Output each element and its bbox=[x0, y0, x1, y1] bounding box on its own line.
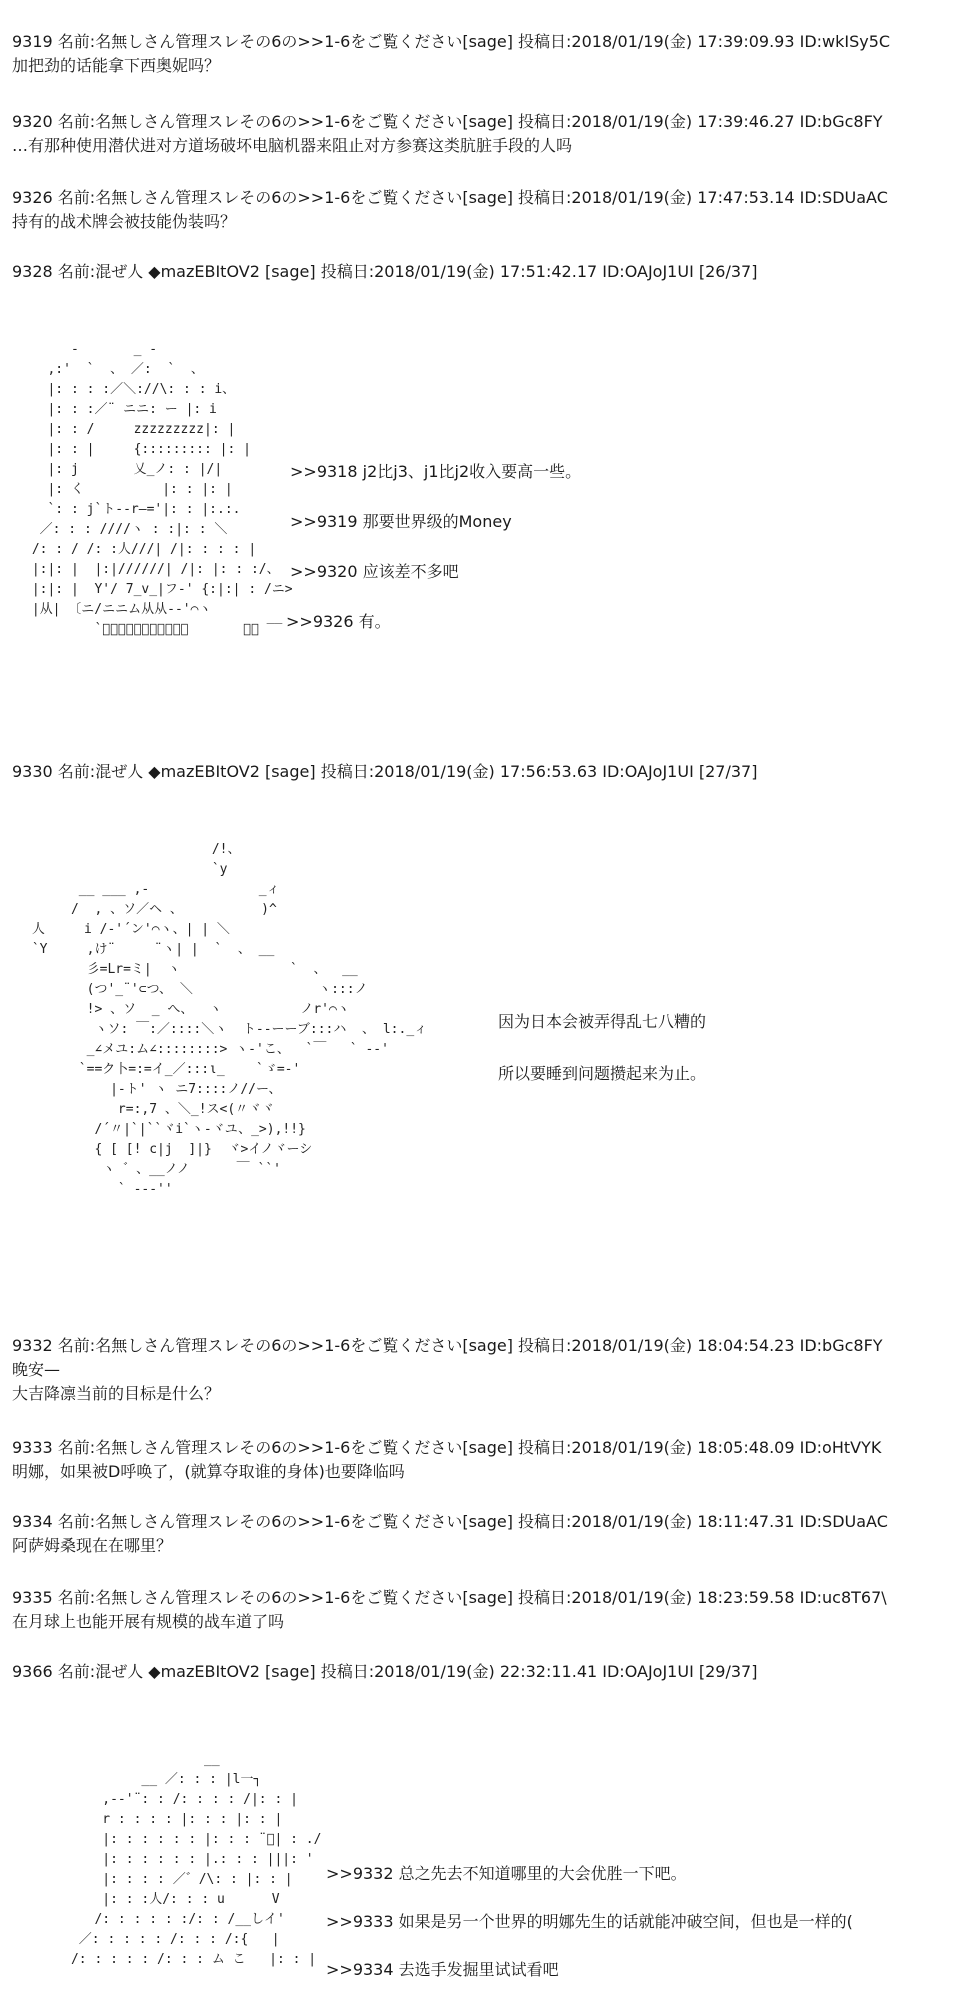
post-header: 9332 名前:名無しさん管理スレその6の>>1-6をご覧ください[sage] 投稿日:2018/01/19(金) 18:04:54.23 ID:bGc8FY bbox=[12, 1336, 883, 1355]
ascii-art-character bbox=[24, 340, 293, 640]
ascii-art-line: - _ - bbox=[24, 342, 158, 357]
ascii-art-line: |: j 乂_ノ: : |/| bbox=[24, 462, 223, 477]
ascii-art-line: |从| 〔ニ/ニニム从从--'⌒ヽ bbox=[24, 602, 212, 617]
reply-line: >>9326 有。 bbox=[286, 612, 391, 631]
ascii-art-line: __ bbox=[24, 1752, 220, 1767]
post-body: 在月球上也能开展有规模的战车道了吗 bbox=[12, 1612, 285, 1631]
ascii-art-line: |: : : : : : |.: : : |||: ' bbox=[24, 1852, 314, 1867]
reply-line: >>9334 去选手发掘里试试看吧 bbox=[326, 1960, 559, 1979]
post-header: 9333 名前:名無しさん管理スレその6の>>1-6をご覧ください[sage] 投稿日:2018/01/19(金) 18:05:48.09 ID:oHtVYK bbox=[12, 1438, 882, 1457]
ascii-art-line: |: : | {::::::::: |: | bbox=[24, 442, 251, 457]
post-body: 大吉降凛当前的目标是什么？ bbox=[12, 1384, 221, 1403]
post-body: 明娜，如果被D呼唤了，(就算夺取谁的身体)也要降临吗 bbox=[12, 1462, 405, 1481]
ascii-art-line: |: : : :／＼://\: : : i、 bbox=[24, 382, 236, 397]
ascii-art-line: `: : j`ト--r―='|: : |:.:. bbox=[24, 502, 241, 517]
ascii-art-line: (つ'_¨'⊂つ、 ＼ ヽ:::ノ bbox=[24, 982, 368, 997]
ascii-art-line: /´〃|`|``ヾi`ヽ-ヾユ、_>),!!} bbox=[24, 1122, 306, 1137]
post-header: 9326 名前:名無しさん管理スレその6の>>1-6をご覧ください[sage] 投稿日:2018/01/19(金) 17:47:53.14 ID:SDUaAC bbox=[12, 188, 888, 207]
ascii-art-line: ,-‐'¨: : /: : : : /|: : | bbox=[24, 1792, 298, 1807]
reply-line: >>9318 j2比j3、j1比j2收入要高一些。 bbox=[290, 462, 582, 481]
post-header: 9328 名前:混ぜ人 ◆mazEBItOV2 [sage] 投稿日:2018/01/19(金) 17:51:42.17 ID:OAJoJ1UI [26/37] bbox=[12, 262, 758, 281]
post-body: 阿萨姆桑现在在哪里？ bbox=[12, 1536, 173, 1555]
ascii-art-character bbox=[24, 1750, 321, 1970]
reply-line: 因为日本会被弄得乱七八糟的 bbox=[498, 1012, 707, 1031]
ascii-art-line: |: : : : ／゛/\: : |: : | bbox=[24, 1872, 293, 1887]
ascii-art-line: !> 、ソ _ へ、 ヽ ノr'⌒ヽ bbox=[24, 1002, 350, 1017]
ascii-art-line: /: : / /: :人///| /|: : : : | bbox=[24, 542, 257, 557]
ascii-art-line: 人 i /‐'´ン'⌒ヽ、| | ＼ bbox=[24, 922, 230, 937]
ascii-art-line: |: : : : : : |: : : ¨ﾞ| : ./ bbox=[24, 1832, 322, 1847]
ascii-art-line: _∠メユ:ム∠::::::::> ヽ-'こ、 `￣ ` --' bbox=[24, 1042, 389, 1057]
post-header: 9334 名前:名無しさん管理スレその6の>>1-6をご覧ください[sage] 投稿日:2018/01/19(金) 18:11:47.31 ID:SDUaAC bbox=[12, 1512, 888, 1531]
ascii-art-line: /!、 bbox=[24, 842, 241, 857]
reply-line: >>9320 应该差不多吧 bbox=[290, 562, 459, 581]
reply-line: >>9319 那要世界级的Money bbox=[290, 512, 512, 531]
reply-line: 所以要睡到问题攒起来为止。 bbox=[498, 1064, 707, 1083]
ascii-art-line: ／: : : ////ヽ : :|: : ＼ bbox=[24, 522, 228, 537]
ascii-art-line: |: : / zzzzzzzzz|: | bbox=[24, 422, 236, 437]
reply-line: >>9333 如果是另一个世界的明娜先生的话就能冲破空间，但也是一样的( bbox=[326, 1912, 853, 1931]
ascii-art-line: |:|: | Y'/ 7_v_|フ-' {:|:| : /ニ> bbox=[24, 582, 293, 597]
reply-line: >>9332 总之先去不知道哪里的大会优胜一下吧。 bbox=[326, 1864, 687, 1883]
ascii-art-line: `Y ,け¨ ¨ヽ| | ` 、 __ bbox=[24, 942, 275, 957]
ascii-art-line: / , 、ソ／ヘ 、 )^ bbox=[24, 902, 277, 917]
post-body: 晚安— bbox=[12, 1360, 61, 1379]
post-header: 9330 名前:混ぜ人 ◆mazEBItOV2 [sage] 投稿日:2018/01/19(金) 17:56:53.63 ID:OAJoJ1UI [27/37] bbox=[12, 762, 758, 781]
ascii-art-line: |:|: | |:|//////| /|: |: : :/、 bbox=[24, 562, 280, 577]
ascii-art-line: ,:' ` 、 ／: ` 、 bbox=[24, 362, 204, 377]
ascii-art-line: |: : :／¨ ニニ: ー |: i bbox=[24, 402, 217, 417]
ascii-art-line: ヽソ: ￣:／::::＼ヽ ト--ーーブ:::ハ 、 l:._ィ bbox=[24, 1022, 428, 1037]
post-body: 加把劲的话能拿下西奥妮吗？ bbox=[12, 56, 221, 75]
ascii-art-line: ヽ ゛、__ノノ ￣ ``' bbox=[24, 1162, 281, 1177]
ascii-art-line: __ ／: : : |l一┐ bbox=[24, 1772, 262, 1787]
post-header: 9335 名前:名無しさん管理スレその6の>>1-6をご覧ください[sage] 投稿日:2018/01/19(金) 18:23:59.58 ID:uc8T67\ bbox=[12, 1588, 887, 1607]
ascii-art-line: ` ---'' bbox=[24, 1182, 173, 1197]
ascii-art-line: ／: : : : : /: : : /:{ | bbox=[24, 1932, 280, 1947]
post-body: …有那种使用潜伏进对方道场破坏电脑机器来阻止对方参赛这类肮脏手段的人吗 bbox=[12, 136, 573, 155]
ascii-art-line: __ ___ ,- _ィ bbox=[24, 882, 280, 897]
post-header: 9320 名前:名無しさん管理スレその6の>>1-6をご覧ください[sage] 投稿日:2018/01/19(金) 17:39:46.27 ID:bGc8FY bbox=[12, 112, 883, 131]
ascii-art-line: |: : :人/: : : u V bbox=[24, 1892, 280, 1907]
ascii-art-line: { [ [! c|j ]|} ヾ>イノヾーシ bbox=[24, 1142, 313, 1157]
ascii-art-character bbox=[24, 840, 427, 1200]
post-body: 持有的战术牌会被技能伪装吗？ bbox=[12, 212, 237, 231]
ascii-art-line: r : : : : |: : : |: : | bbox=[24, 1812, 283, 1827]
post-header: 9319 名前:名無しさん管理スレその6の>>1-6をご覧ください[sage] 投稿日:2018/01/19(金) 17:39:09.93 ID:wkISy5C bbox=[12, 32, 891, 51]
post-header: 9366 名前:混ぜ人 ◆mazEBItOV2 [sage] 投稿日:2018/01/19(金) 22:32:11.41 ID:OAJoJ1UI [29/37] bbox=[12, 1662, 758, 1681]
ascii-art-line: /: : : : : /: : : ム こ |: : | bbox=[24, 1952, 317, 1967]
ascii-art-line: `y bbox=[24, 862, 228, 877]
ascii-art-line: |-ト' ヽ ニ7::::ノ//ー、 bbox=[24, 1082, 282, 1097]
ascii-art-line: `ﾞﾞﾞﾞﾞﾞﾞﾞﾞﾞﾞ ￣￣ ‾‾ bbox=[24, 622, 283, 637]
ascii-art-line: |: く |: : |: | bbox=[24, 482, 233, 497]
ascii-art-line: /: : : : : :/: : /__しイ' bbox=[24, 1912, 285, 1927]
ascii-art-line: r=:,7 、＼_!ス<(〃ヾヾ bbox=[24, 1102, 275, 1117]
ascii-art-line: `==ク卜=:=イ_／:::ι_ `ゞ=‐' bbox=[24, 1062, 301, 1077]
ascii-art-line: 彡=Lr=ミ| ヽ ` 、 __ bbox=[24, 962, 358, 977]
